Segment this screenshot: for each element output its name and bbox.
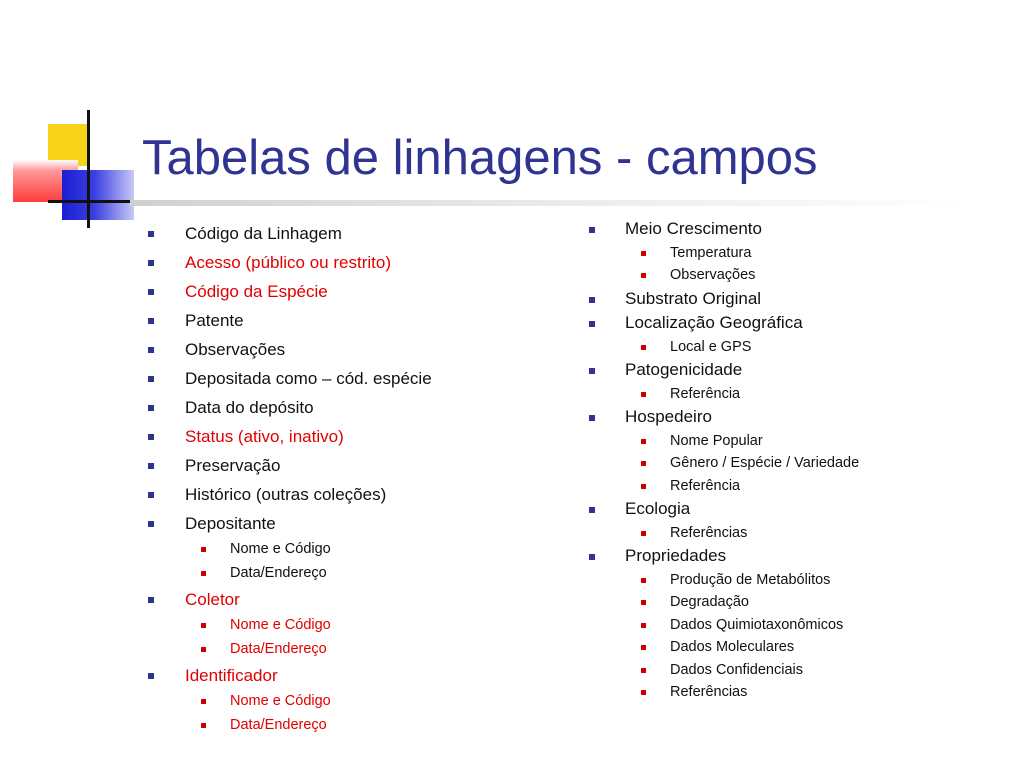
sub-list-item: Referências <box>670 681 985 704</box>
sub-list-item: Nome e Código <box>230 614 565 638</box>
sub-list-item: Temperatura <box>670 242 985 265</box>
sub-list-item: Data/Endereço <box>230 714 565 738</box>
sub-list <box>185 538 565 585</box>
sub-list-item: Nome Popular <box>670 430 985 453</box>
right-column-list <box>625 217 985 704</box>
sub-list <box>625 569 985 704</box>
sub-list-item: Produção de Metabólitos <box>670 569 985 592</box>
list-item: Propriedades <box>625 544 985 569</box>
sub-list <box>185 614 565 661</box>
sub-list <box>625 430 985 498</box>
sub-list-item: Data/Endereço <box>230 638 565 662</box>
sub-list <box>185 690 565 737</box>
sub-list-item: Observações <box>670 264 985 287</box>
list-item: Acesso (público ou restrito) <box>185 248 565 277</box>
list-item: Depositada como – cód. espécie <box>185 364 565 393</box>
horizontal-line <box>48 200 130 203</box>
list-item: Status (ativo, inativo) <box>185 422 565 451</box>
list-item: Data do depósito <box>185 393 565 422</box>
title-divider <box>130 200 970 206</box>
sub-list <box>625 383 985 406</box>
list-item: Substrato Original <box>625 287 985 312</box>
sub-list-item: Gênero / Espécie / Variedade <box>670 452 985 475</box>
list-item: Identificador <box>185 661 565 690</box>
left-column-list <box>185 219 565 737</box>
sub-list-item: Degradação <box>670 591 985 614</box>
sub-list-item: Nome e Código <box>230 538 565 562</box>
sub-list-item: Referências <box>670 522 985 545</box>
sub-list-item: Data/Endereço <box>230 562 565 586</box>
sub-list-item: Local e GPS <box>670 336 985 359</box>
decorative-logo <box>0 0 140 240</box>
list-item: Meio Crescimento <box>625 217 985 242</box>
list-item: Coletor <box>185 585 565 614</box>
sub-list-item: Dados Confidenciais <box>670 659 985 682</box>
list-item: Ecologia <box>625 497 985 522</box>
list-item: Patogenicidade <box>625 358 985 383</box>
slide-title: Tabelas de linhagens - campos <box>142 131 818 185</box>
sub-list <box>625 522 985 545</box>
list-item: Localização Geográfica <box>625 311 985 336</box>
vertical-line <box>87 110 90 228</box>
sub-list-item: Dados Moleculares <box>670 636 985 659</box>
list-item: Observações <box>185 335 565 364</box>
list-item: Depositante <box>185 509 565 538</box>
list-item: Histórico (outras coleções) <box>185 480 565 509</box>
list-item: Código da Espécie <box>185 277 565 306</box>
sub-list-item: Dados Quimiotaxonômicos <box>670 614 985 637</box>
sub-list-item: Referência <box>670 383 985 406</box>
list-item: Preservação <box>185 451 565 480</box>
sub-list <box>625 336 985 359</box>
sub-list <box>625 242 985 287</box>
blue-square <box>62 170 134 220</box>
sub-list-item: Nome e Código <box>230 690 565 714</box>
list-item: Hospedeiro <box>625 405 985 430</box>
list-item: Patente <box>185 306 565 335</box>
sub-list-item: Referência <box>670 475 985 498</box>
list-item: Código da Linhagem <box>185 219 565 248</box>
